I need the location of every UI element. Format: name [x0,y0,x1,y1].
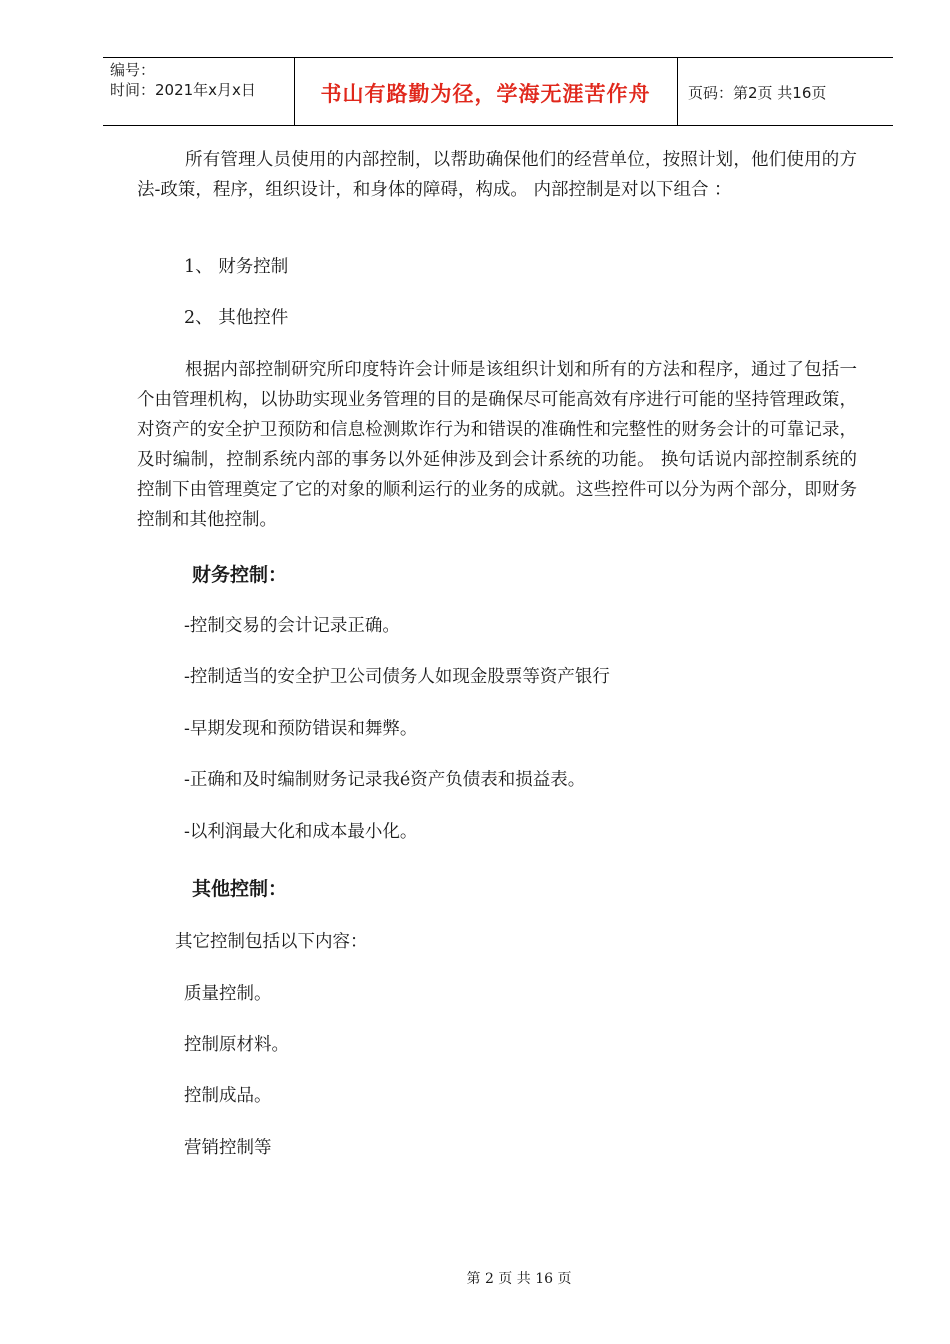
serial-label: 编号： [110,61,156,79]
section-heading-financial: 财务控制： [192,564,288,586]
list-item: 营销控制等 [184,1138,272,1158]
list-item: -控制交易的会计记录正确。 [184,616,400,636]
footer-page-number: 第 2 页 共 16 页 [466,1271,572,1287]
list-item: -控制适当的安全护卫公司债务人如现金股票等资产银行 [184,667,610,687]
header-bottom-rule [103,125,893,126]
header-page-number: 页码：第2页 共16页 [688,84,827,102]
list-item: 控制原材料。 [184,1035,289,1055]
list-item: 质量控制。 [184,984,272,1004]
header-divider [677,57,678,125]
header-meta [110,60,256,100]
header-motto: 书山有路勤为径，学海无涯苦作舟 [320,82,651,106]
section-intro: 其它控制包括以下内容： [175,932,368,952]
header-top-rule [103,57,893,58]
list-item: -正确和及时编制财务记录我é资产负债表和损益表。 [184,770,586,790]
body-paragraph: 根据内部控制研究所印度特许会计师是该组织计划和所有的方法和程序，通过了包括一个由管理机构，以协助实现业务管理的目的是确保尽可能高效有序进行可能的坚持管理政策，对资产的安全护卫预防和信息检测欺诈行为和错误的准确性和完整性的财务会计的可靠记录，及时编制，控制系统内部的事务以外延伸涉及到会计系统的功能。 换句话说内部控制系统的控制下由管理奠定了它的对象的顺利运行的业务的成就。这些控件可以分为两个部分，即财务控制和其他控制。 [137,360,857,530]
list-item: -早期发现和预防错误和舞弊。 [184,719,418,739]
intro-paragraph: 所有管理人员使用的内部控制，以帮助确保他们的经营单位，按照计划，他们使用的方法-政策，程序，组织设计，和身体的障碍，构成。 内部控制是对以下组合 ： [137,150,857,200]
list-item: 1、 财务控制 [184,257,289,277]
list-item: -以利润最大化和成本最小化。 [184,822,418,842]
date-label: 时间：2021年x月x日 [110,81,256,99]
section-heading-other: 其他控制： [192,878,288,900]
list-item: 2、 其他控件 [184,308,289,328]
list-item: 控制成品。 [184,1086,272,1106]
